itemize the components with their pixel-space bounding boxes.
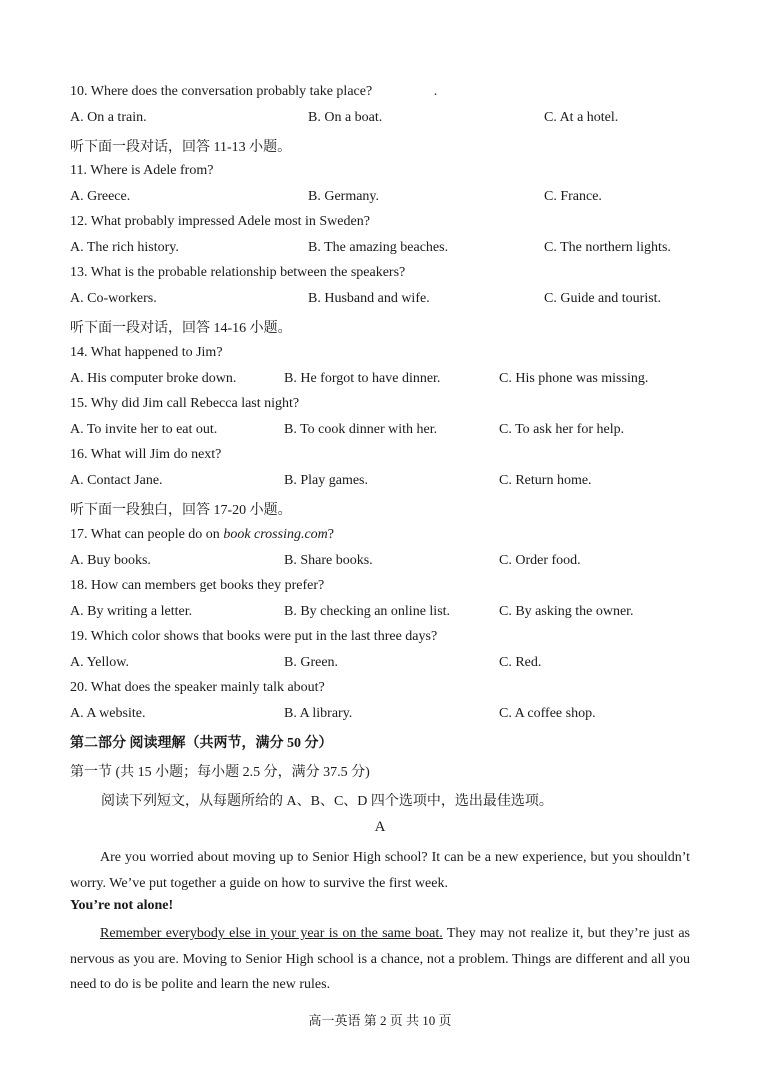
q10-option-c: C. At a hotel. bbox=[544, 110, 619, 125]
q19-option-c: C. Red. bbox=[499, 655, 542, 670]
q12-option-b: B. The amazing beaches. bbox=[308, 240, 449, 255]
q20-option-b: B. A library. bbox=[284, 706, 353, 721]
q15-option-c: C. To ask her for help. bbox=[499, 422, 625, 437]
paragraph-2-rest: They may not realize it, but they’re just as nervous as you are. Moving to Senior High school is a chance, not a problem. Things are different and all you need to do is be polite and learn the new rules. bbox=[70, 926, 690, 992]
instruction-17-20: 听下面一段独白，回答 17-20 小题。 bbox=[70, 503, 292, 518]
q11-option-a: A. Greece. bbox=[70, 189, 131, 204]
q14-option-a: A. His computer broke down. bbox=[70, 371, 237, 386]
q16-option-b: B. Play games. bbox=[284, 473, 368, 488]
instruction-11-13: 听下面一段对话，回答 11-13 小题。 bbox=[70, 140, 292, 155]
q14-option-c: C. His phone was missing. bbox=[499, 371, 649, 386]
q12-option-c: C. The northern lights. bbox=[544, 240, 671, 255]
q20-option-a: A. A website. bbox=[70, 706, 146, 721]
q18-option-a: A. By writing a letter. bbox=[70, 604, 193, 619]
q14-option-b: B. He forgot to have dinner. bbox=[284, 371, 441, 386]
q11-option-b: B. Germany. bbox=[308, 189, 380, 204]
q19-option-b: B. Green. bbox=[284, 655, 339, 670]
question-16-stem: 16. What will Jim do next? bbox=[70, 447, 222, 462]
question-17-website-name: book crossing.com bbox=[223, 527, 328, 542]
reading-instruction: 阅读下列短文，从每题所给的 A、B、C、D 四个选项中，选出最佳选项。 bbox=[101, 794, 553, 809]
page-footer: 高一英语 第 2 页 共 10 页 bbox=[308, 1013, 452, 1028]
q17-option-b: B. Share books. bbox=[284, 553, 373, 568]
question-17-prefix: 17. What can people do on bbox=[70, 527, 224, 542]
q13-option-a: A. Co-workers. bbox=[70, 291, 157, 306]
question-11-stem: 11. Where is Adele from? bbox=[70, 163, 214, 178]
q16-option-a: A. Contact Jane. bbox=[70, 473, 163, 488]
q11-option-c: C. France. bbox=[544, 189, 602, 204]
question-12-stem: 12. What probably impressed Adele most in Sweden? bbox=[70, 214, 370, 229]
question-19-stem: 19. Which color shows that books were put in the last three days? bbox=[70, 629, 438, 644]
q15-option-b: B. To cook dinner with her. bbox=[284, 422, 438, 437]
passage-label: A bbox=[374, 819, 386, 835]
question-17-suffix: ? bbox=[327, 527, 334, 542]
part-two-title: 第二部分 阅读理解（共两节，满分 50 分） bbox=[70, 736, 333, 751]
underlined-sentence: Remember everybody else in your year is on the same boat. bbox=[100, 926, 443, 941]
q17-option-a: A. Buy books. bbox=[70, 553, 151, 568]
question-15-stem: 15. Why did Jim call Rebecca last night? bbox=[70, 396, 300, 411]
q12-option-a: A. The rich history. bbox=[70, 240, 179, 255]
q18-option-c: C. By asking the owner. bbox=[499, 604, 634, 619]
q10-option-b: B. On a boat. bbox=[308, 110, 383, 125]
q16-option-c: C. Return home. bbox=[499, 473, 592, 488]
question-10-text: 10. Where does the conversation probably take place? bbox=[70, 84, 373, 99]
question-18-stem: 18. How can members get books they prefer? bbox=[70, 578, 325, 593]
instruction-14-16: 听下面一段对话，回答 14-16 小题。 bbox=[70, 321, 292, 336]
question-10-stem bbox=[70, 84, 437, 100]
question-13-stem: 13. What is the probable relationship between the speakers? bbox=[70, 265, 406, 280]
passage-heading: You’re not alone! bbox=[70, 898, 174, 913]
q20-option-c: C. A coffee shop. bbox=[499, 706, 596, 721]
q13-option-b: B. Husband and wife. bbox=[308, 291, 430, 306]
section-one-title: 第一节 (共 15 小题；每小题 2.5 分，满分 37.5 分) bbox=[70, 765, 370, 780]
question-20-stem: 20. What does the speaker mainly talk about? bbox=[70, 680, 325, 695]
question-10-trail: . bbox=[433, 84, 438, 99]
question-14-stem: 14. What happened to Jim? bbox=[70, 345, 223, 360]
q10-option-a: A. On a train. bbox=[70, 110, 147, 125]
q15-option-a: A. To invite her to eat out. bbox=[70, 422, 218, 437]
passage-paragraph-1: Are you worried about moving up to Senior High school? It can be a new experience, but you shouldn’t worry. We’ve put together a guide on how to survive the first week. bbox=[70, 850, 690, 891]
passage-paragraph-2 bbox=[70, 921, 690, 998]
question-17-stem bbox=[70, 527, 334, 543]
q17-option-c: C. Order food. bbox=[499, 553, 581, 568]
q19-option-a: A. Yellow. bbox=[70, 655, 129, 670]
q13-option-c: C. Guide and tourist. bbox=[544, 291, 662, 306]
q18-option-b: B. By checking an online list. bbox=[284, 604, 451, 619]
